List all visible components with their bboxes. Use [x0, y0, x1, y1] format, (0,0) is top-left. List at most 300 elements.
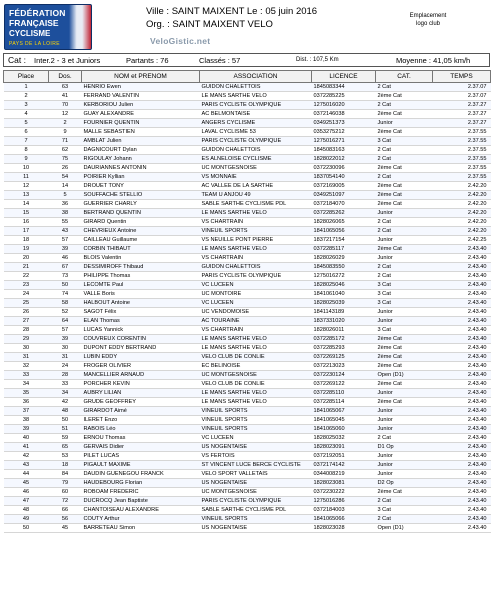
cell-time: 2.43.40 [433, 263, 491, 272]
cell-name: DAUDIN GUENEGOU FRANCK [82, 470, 200, 479]
cell-time: 2.43.40 [433, 515, 491, 524]
cell-time: 2.43.40 [433, 317, 491, 326]
cell-category: 2ème Cat [376, 200, 433, 209]
table-header-row [4, 71, 491, 83]
cell-place: 20 [4, 254, 49, 263]
cell-name: SOUFFACHE STELLIO [82, 191, 200, 200]
cell-place: 9 [4, 155, 49, 164]
cell-association: UC MONTGESNOISE [200, 371, 312, 380]
cell-licence: 0353275212 [312, 128, 376, 137]
cell-category: 2ème Cat [376, 380, 433, 389]
cell-place: 47 [4, 497, 49, 506]
cell-category: 3 Cat [376, 281, 433, 290]
cell-name: LUBIN EDDY [82, 353, 200, 362]
cell-licence: 0372230124 [312, 371, 376, 380]
cell-time: 2.42.25 [433, 236, 491, 245]
table-row [4, 515, 491, 524]
cell-place: 10 [4, 164, 49, 173]
cell-category: 2ème Cat [376, 362, 433, 371]
cell-dossard: 26 [49, 164, 82, 173]
table-row [4, 479, 491, 488]
cell-name: ELAN Thomas [82, 317, 200, 326]
cell-licence: 0372169005 [312, 182, 376, 191]
cell-association: SABLE SARTHE CYCLISME PDL [200, 200, 312, 209]
cell-name: CORBIN THIBAUT [82, 245, 200, 254]
cell-category: 2ème Cat [376, 182, 433, 191]
cell-time: 2.43.40 [433, 506, 491, 515]
cell-association: VC LUCEEN [200, 434, 312, 443]
cell-place: 43 [4, 461, 49, 470]
cell-dossard: 64 [49, 317, 82, 326]
cell-place: 34 [4, 380, 49, 389]
cell-category: 2 Cat [376, 155, 433, 164]
logo-text-2: FRANÇAISE [9, 18, 59, 28]
cell-dossard: 75 [49, 155, 82, 164]
cell-place: 45 [4, 479, 49, 488]
cell-category: D2 Op [376, 479, 433, 488]
cell-name: GUAY ALEXANDRE [82, 110, 200, 119]
cell-dossard: 55 [49, 218, 82, 227]
logo-flag-band [69, 5, 91, 50]
cell-category: Junior [376, 470, 433, 479]
cell-dossard: 41 [49, 92, 82, 101]
cell-time: 2.42.20 [433, 191, 491, 200]
cell-association: VINEUIL SPORTS [200, 515, 312, 524]
cell-dossard: 72 [49, 497, 82, 506]
cell-time: 2.43.40 [433, 452, 491, 461]
cell-name: DUPONT EDDY BERTRAND [82, 344, 200, 353]
cell-time: 2.43.40 [433, 254, 491, 263]
cell-dossard: 28 [49, 371, 82, 380]
cell-category: 2ème Cat [376, 245, 433, 254]
cell-category: Open (D1) [376, 371, 433, 380]
cell-place: 27 [4, 317, 49, 326]
ffc-logo [4, 4, 92, 50]
cell-place: 24 [4, 290, 49, 299]
cell-dossard: 56 [49, 515, 82, 524]
cell-licence: 1828023091 [312, 443, 376, 452]
table-row [4, 92, 491, 101]
cell-time: 2.43.40 [433, 407, 491, 416]
cell-time: 2.43.40 [433, 461, 491, 470]
cell-association: VS CHARTRAIN [200, 218, 312, 227]
cell-association: VS FERTOIS [200, 452, 312, 461]
cell-name: ILERET Enzo [82, 416, 200, 425]
cell-time: 2.43.40 [433, 245, 491, 254]
cell-place: 3 [4, 101, 49, 110]
cell-licence: 1828023081 [312, 479, 376, 488]
cell-name: COUVREUX CORENTIN [82, 335, 200, 344]
cell-dossard: 84 [49, 470, 82, 479]
cell-name: DESSIMIROFF Thibaud [82, 263, 200, 272]
cell-name: ROBOAM FREDERIC [82, 488, 200, 497]
cell-name: HAUDEBOURG Florian [82, 479, 200, 488]
cell-place: 26 [4, 308, 49, 317]
table-row [4, 524, 491, 533]
cell-licence: 1828025039 [312, 299, 376, 308]
results-body [4, 83, 491, 533]
cell-association: EC BELINOISE [200, 362, 312, 371]
cell-licence: 1275016272 [312, 272, 376, 281]
cell-licence: 0372285225 [312, 92, 376, 101]
category-label: Cat : [8, 55, 26, 65]
cell-licence: 1841061040 [312, 290, 376, 299]
cell-place: 17 [4, 227, 49, 236]
cell-licence: 1275016286 [312, 497, 376, 506]
cell-association: US NOGENTAISE [200, 443, 312, 452]
table-row [4, 119, 491, 128]
cell-association: US NOGENTAISE [200, 479, 312, 488]
starters-count: Partants : 76 [126, 55, 169, 65]
table-row [4, 470, 491, 479]
table-row [4, 317, 491, 326]
cell-licence: 1837054140 [312, 173, 376, 182]
cell-place: 38 [4, 416, 49, 425]
cell-place: 21 [4, 263, 49, 272]
cell-dossard: 30 [49, 344, 82, 353]
table-row [4, 83, 491, 92]
cell-place: 49 [4, 515, 49, 524]
cell-place: 40 [4, 434, 49, 443]
cell-place: 42 [4, 452, 49, 461]
cell-name: RABOIS Léo [82, 425, 200, 434]
cell-association: VC LUCEEN [200, 281, 312, 290]
cell-association: US NOGENTAISE [200, 524, 312, 533]
cell-place: 13 [4, 191, 49, 200]
results-table [3, 70, 491, 533]
cell-licence: 1841065067 [312, 407, 376, 416]
cell-dossard: 36 [49, 200, 82, 209]
cell-category: 2ème Cat [376, 353, 433, 362]
cell-name: PIGAULT MAXIME [82, 461, 200, 470]
cell-category: Junior [376, 317, 433, 326]
column-header-licence: LICENCE [312, 71, 376, 83]
cell-place: 33 [4, 371, 49, 380]
cell-time: 2.43.40 [433, 362, 491, 371]
cell-licence: 1845083344 [312, 83, 376, 92]
table-row [4, 506, 491, 515]
cell-dossard: 12 [49, 110, 82, 119]
cell-dossard: 45 [49, 524, 82, 533]
cell-place: 31 [4, 353, 49, 362]
cell-time: 2.37.55 [433, 146, 491, 155]
cell-place: 11 [4, 173, 49, 182]
table-row [4, 398, 491, 407]
cell-association: GUIDON CHALETTOIS [200, 146, 312, 155]
cell-name: FROGER OLIVIER [82, 362, 200, 371]
cell-name: KERBORIOU Julien [82, 101, 200, 110]
table-row [4, 200, 491, 209]
cell-name: DAURIANNES ANTONIN [82, 164, 200, 173]
cell-association: TEAM U ANJOU 49 [200, 191, 312, 200]
cell-dossard: 53 [49, 452, 82, 461]
cell-place: 15 [4, 209, 49, 218]
table-row [4, 227, 491, 236]
cell-time: 2.43.40 [433, 389, 491, 398]
cell-association: LE MANS SARTHE VELO [200, 209, 312, 218]
cell-dossard: 48 [49, 407, 82, 416]
column-header-time: TEMPS [433, 71, 491, 83]
cell-licence: 0372184070 [312, 200, 376, 209]
race-info-bar [3, 53, 490, 67]
cell-dossard: 50 [49, 416, 82, 425]
cell-time: 2.37.27 [433, 101, 491, 110]
cell-dossard: 2 [49, 119, 82, 128]
cell-name: BARRETEAU Simon [82, 524, 200, 533]
cell-time: 2.37.07 [433, 92, 491, 101]
velogistic-brand: VeloGistic.net [150, 36, 211, 46]
cell-licence: 0372285172 [312, 335, 376, 344]
cell-association: LAVAL CYCLISME 53 [200, 128, 312, 137]
cell-category: 2 Cat [376, 173, 433, 182]
cell-time: 2.43.40 [433, 380, 491, 389]
cell-dossard: 5 [49, 191, 82, 200]
cell-category: D1 Op [376, 443, 433, 452]
cell-licence: 0372230222 [312, 488, 376, 497]
cell-category: 3 Cat [376, 326, 433, 335]
cell-name: AUBRY LILIAN [82, 389, 200, 398]
cell-place: 1 [4, 83, 49, 92]
logo-club-label: logo club [415, 21, 441, 27]
cell-name: BERTRAND QUENTIN [82, 209, 200, 218]
cell-place: 36 [4, 398, 49, 407]
table-row [4, 290, 491, 299]
cell-category: Junior [376, 308, 433, 317]
cell-category: 2ème Cat [376, 92, 433, 101]
cell-licence: 1828023028 [312, 524, 376, 533]
cell-name: MALLE SEBASTIEN [82, 128, 200, 137]
cell-time: 2.43.40 [433, 470, 491, 479]
cell-name: PORCHER KEVIN [82, 380, 200, 389]
cell-licence: 0372285293 [312, 344, 376, 353]
cell-dossard: 70 [49, 101, 82, 110]
cell-licence: 1828025032 [312, 434, 376, 443]
cell-place: 28 [4, 326, 49, 335]
table-row [4, 281, 491, 290]
table-row [4, 488, 491, 497]
average-speed: Moyenne : 41,05 km/h [396, 55, 471, 65]
cell-association: VINEUIL SPORTS [200, 425, 312, 434]
cell-name: DUCROCQ Jean Baptiste [82, 497, 200, 506]
cell-place: 5 [4, 119, 49, 128]
cell-time: 2.43.40 [433, 425, 491, 434]
logo-text-1: FÉDÉRATION [9, 8, 66, 18]
cell-time: 2.43.40 [433, 434, 491, 443]
cell-name: DROUET TONY [82, 182, 200, 191]
cell-association: UC MONTGESNOISE [200, 488, 312, 497]
cell-association: LE MANS SARTHE VELO [200, 398, 312, 407]
cell-association: AC TOURAINE [200, 317, 312, 326]
cell-time: 2.43.40 [433, 398, 491, 407]
cell-time: 2.42.20 [433, 218, 491, 227]
cell-name: HENRIO Ewen [82, 83, 200, 92]
table-row [4, 344, 491, 353]
cell-association: AC VALLEE DE LA SARTHE [200, 182, 312, 191]
cell-category: Junior [376, 407, 433, 416]
cell-category: 2 Cat [376, 263, 433, 272]
cell-licence: 1828026065 [312, 218, 376, 227]
cell-association: VS CHARTRAIN [200, 326, 312, 335]
cell-licence: 0372285110 [312, 389, 376, 398]
cell-category: 2 Cat [376, 227, 433, 236]
cell-time: 2.43.40 [433, 344, 491, 353]
cell-licence: 1845083163 [312, 146, 376, 155]
table-row [4, 155, 491, 164]
cell-licence: 1275016020 [312, 101, 376, 110]
table-row [4, 416, 491, 425]
table-row [4, 434, 491, 443]
cell-time: 2.43.40 [433, 416, 491, 425]
cell-licence: 1828026029 [312, 254, 376, 263]
cell-licence: 0372285114 [312, 398, 376, 407]
cell-association: VINEUIL SPORTS [200, 407, 312, 416]
cell-dossard: 65 [49, 443, 82, 452]
table-row [4, 254, 491, 263]
cell-time: 2.37.55 [433, 173, 491, 182]
cell-time: 2.37.55 [433, 128, 491, 137]
cell-association: UC MONTOIRE [200, 290, 312, 299]
cell-association: ES ALNELOISE CYCLISME [200, 155, 312, 164]
table-row [4, 191, 491, 200]
cell-time: 2.43.40 [433, 308, 491, 317]
cell-name: DAGNICOURT Dylan [82, 146, 200, 155]
cell-licence: 1841065060 [312, 425, 376, 434]
cell-association: VC LUCEEN [200, 299, 312, 308]
cell-association: VS MONNAIE [200, 173, 312, 182]
race-distance: Dist. : 107,5 Km [296, 57, 339, 63]
table-row [4, 101, 491, 110]
cell-place: 7 [4, 137, 49, 146]
cell-name: LECOMTE Paul [82, 281, 200, 290]
cell-dossard: 62 [49, 146, 82, 155]
cell-dossard: 46 [49, 254, 82, 263]
table-row [4, 128, 491, 137]
cell-category: 2 Cat [376, 272, 433, 281]
cell-category: Junior [376, 119, 433, 128]
cell-association: SABLE SARTHE CYCLISME PDL [200, 506, 312, 515]
cell-category: Junior [376, 389, 433, 398]
cell-dossard: 39 [49, 335, 82, 344]
cell-dossard: 67 [49, 263, 82, 272]
cell-association: PARIS CYCLISTE OLYMPIQUE [200, 497, 312, 506]
cell-association: PARIS CYCLISTE OLYMPIQUE [200, 101, 312, 110]
cell-category: Junior [376, 425, 433, 434]
cell-dossard: 71 [49, 137, 82, 146]
cell-association: UC MONTGESNOISE [200, 164, 312, 173]
cell-dossard: 52 [49, 308, 82, 317]
race-location-date: Ville : SAINT MAIXENT Le : 05 juin 2016 [146, 6, 318, 17]
cell-name: GIRARDOT Aimé [82, 407, 200, 416]
cell-time: 2.43.40 [433, 272, 491, 281]
cell-name: MANCELLIER ARNAUD [82, 371, 200, 380]
club-logo-placeholder [396, 12, 460, 28]
table-row [4, 452, 491, 461]
cell-association: UC VENDOMOISE [200, 308, 312, 317]
cell-category: 3 Cat [376, 299, 433, 308]
cell-category: Junior [376, 254, 433, 263]
cell-licence: 0372213023 [312, 362, 376, 371]
cell-name: GERVAIS Didier [82, 443, 200, 452]
cell-category: 2ème Cat [376, 398, 433, 407]
cell-name: ERNOU Thomas [82, 434, 200, 443]
cell-association: VELO CLUB DE CONLIE [200, 353, 312, 362]
cell-time: 2.42.20 [433, 209, 491, 218]
cell-dossard: 14 [49, 182, 82, 191]
cell-category: 3 Cat [376, 506, 433, 515]
cell-name: FERRAND VALENTIN [82, 92, 200, 101]
cell-association: LE MANS SARTHE VELO [200, 389, 312, 398]
table-row [4, 182, 491, 191]
column-header-dossard: Dos. [49, 71, 82, 83]
cell-category: 2 Cat [376, 497, 433, 506]
cell-licence: 0372285262 [312, 209, 376, 218]
cell-category: 2ème Cat [376, 164, 433, 173]
cell-association: GUIDON CHALETTOIS [200, 83, 312, 92]
cell-place: 25 [4, 299, 49, 308]
table-row [4, 326, 491, 335]
cell-name: FOURNIER QUENTIN [82, 119, 200, 128]
table-row [4, 443, 491, 452]
cell-dossard: 58 [49, 299, 82, 308]
cell-name: GIRARD Quentin [82, 218, 200, 227]
cell-time: 2.43.40 [433, 353, 491, 362]
cell-time: 2.37.27 [433, 110, 491, 119]
cell-category: 2ème Cat [376, 344, 433, 353]
cell-place: 19 [4, 245, 49, 254]
cell-place: 37 [4, 407, 49, 416]
cell-category: 2ème Cat [376, 335, 433, 344]
cell-place: 50 [4, 524, 49, 533]
cell-licence: 1837331020 [312, 317, 376, 326]
cell-licence: 1828026011 [312, 326, 376, 335]
cell-association: LE MANS SARTHE VELO [200, 344, 312, 353]
table-row [4, 299, 491, 308]
table-row [4, 218, 491, 227]
cell-dossard: 18 [49, 461, 82, 470]
cell-name: PILET LUCAS [82, 452, 200, 461]
cell-licence: 1841065056 [312, 227, 376, 236]
cell-time: 2.37.27 [433, 119, 491, 128]
cell-time: 2.43.40 [433, 335, 491, 344]
cell-time: 2.43.40 [433, 281, 491, 290]
cell-licence: 0372269125 [312, 353, 376, 362]
cell-time: 2.42.20 [433, 227, 491, 236]
cell-name: RIGOULAY Johann [82, 155, 200, 164]
cell-dossard: 31 [49, 353, 82, 362]
cell-category: 2 Cat [376, 515, 433, 524]
cell-association: ANGERS CYCLISME [200, 119, 312, 128]
cell-association: ST VINCENT LUCE BERCE CYCLISTE [200, 461, 312, 470]
cell-licence: 1275016271 [312, 137, 376, 146]
cell-association: VS NEUILLE PONT PIERRE [200, 236, 312, 245]
classified-count: Classés : 57 [199, 55, 241, 65]
cell-time: 2.37.55 [433, 155, 491, 164]
cell-association: AC BELMONTAISE [200, 110, 312, 119]
cell-licence: 1837217154 [312, 236, 376, 245]
cell-name: BLOIS Valentin [82, 254, 200, 263]
cell-association: LE MANS SARTHE VELO [200, 335, 312, 344]
cell-place: 48 [4, 506, 49, 515]
cell-dossard: 34 [49, 389, 82, 398]
cell-licence: 1841065045 [312, 416, 376, 425]
cell-time: 2.42.20 [433, 200, 491, 209]
cell-association: VELO CLUB DE CONLIE [200, 380, 312, 389]
cell-name: LUCAS Yannick [82, 326, 200, 335]
cell-association: PARIS CYCLISTE OLYMPIQUE [200, 137, 312, 146]
cell-time: 2.37.55 [433, 137, 491, 146]
cell-place: 46 [4, 488, 49, 497]
table-row [4, 272, 491, 281]
